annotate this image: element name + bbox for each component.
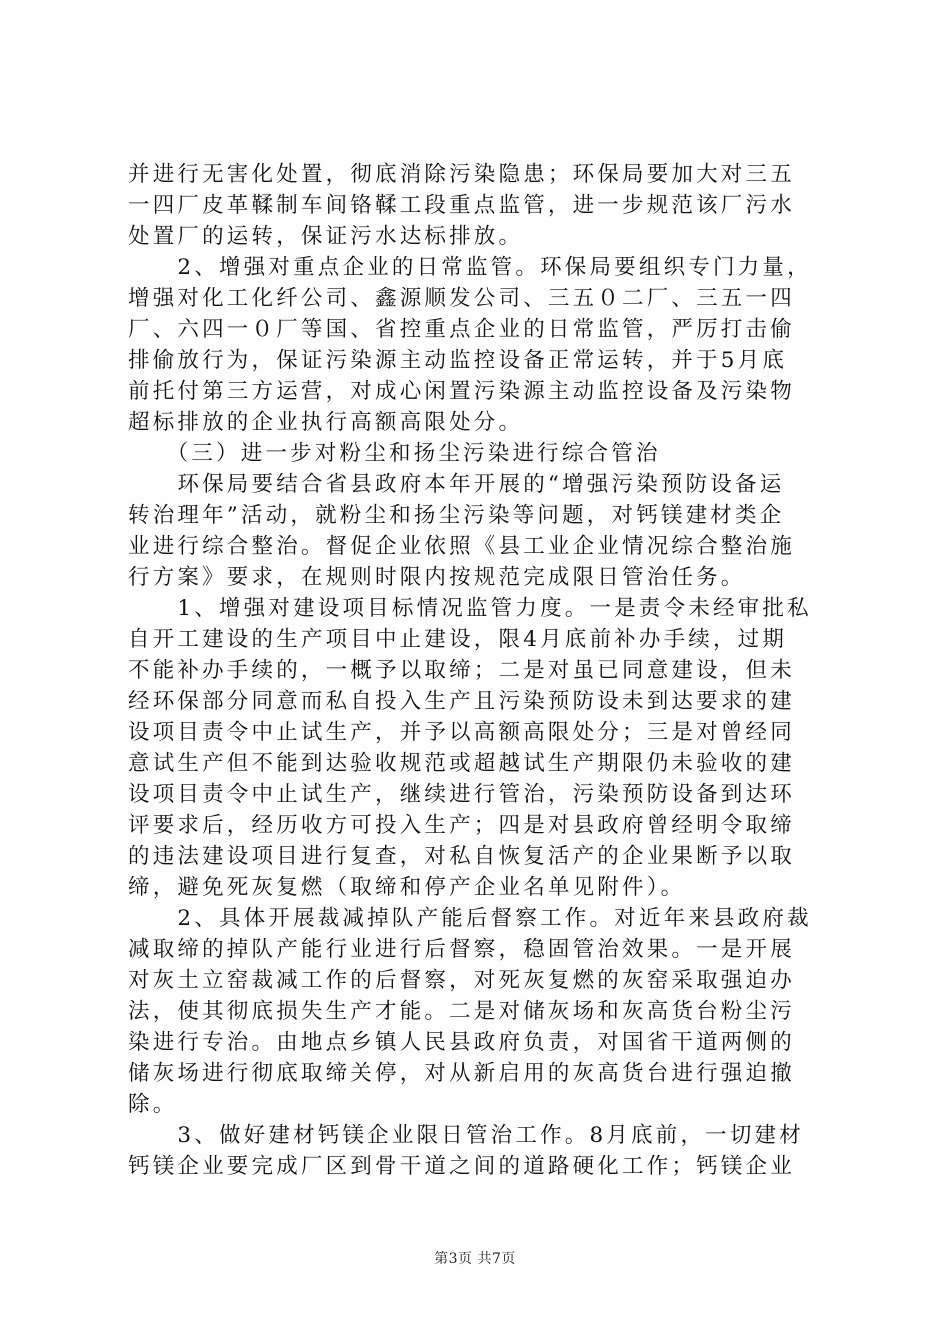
text-line: 一四厂皮革鞣制车间铬鞣工段重点监管，进一步规范该厂污水: [128, 193, 795, 218]
text-line: 环保局要结合省县政府本年开展的“增强污染预防设备运: [128, 472, 785, 497]
text-line: 1、增强对建设项目标情况监管力度。一是责令未经审批私: [128, 596, 812, 621]
text-line: 设项目责令中止试生产，继续进行管治，污染预防设备到达环: [128, 782, 795, 807]
document-body: [128, 159, 828, 1182]
text-line: 2、增强对重点企业的日常监管。环保局要组织专门力量，: [128, 255, 812, 280]
text-line: 对灰土立窑裁减工作的后督察，对死灰复燃的灰窑采取强迫办: [128, 968, 795, 993]
text-line: 不能补办手续的，一概予以取缔；二是对虽已同意建设，但未: [128, 658, 795, 683]
text-line: 业进行综合整治。督促企业依照《县工业企业情况综合整治施: [128, 534, 795, 559]
text-line: 增强对化工化纤公司、鑫源顺发公司、三五０二厂、三五一四: [128, 286, 795, 311]
text-line: 3、做好建材钙镁企业限日管治工作。8月底前，一切建材: [128, 1123, 804, 1148]
text-line: 行方案》要求，在规则时限内按规范完成限日管治任务。: [128, 565, 746, 590]
text-line: 钙镁企业要完成厂区到骨干道之间的道路硬化工作；钙镁企业: [128, 1154, 795, 1179]
page-number: 第3页 共7页: [434, 1251, 516, 1267]
text-line: 自开工建设的生产项目中止建设，限4月底前补办手续，过期: [128, 627, 788, 652]
text-line: 法，使其彻底损失生产才能。二是对储灰场和灰高货台粉尘污: [128, 999, 795, 1024]
text-line: 前托付第三方运营，对成心闲置污染源主动监控设备及污染物: [128, 379, 795, 404]
text-line: 除。: [128, 1092, 178, 1117]
text-line: 2、具体开展裁减掉队产能后督察工作。对近年来县政府裁: [128, 906, 812, 931]
text-line: 经环保部分同意而私自投入生产且污染预防设未到达要求的建: [128, 689, 795, 714]
text-line: 并进行无害化处置，彻底消除污染隐患；环保局要加大对三五: [128, 162, 795, 187]
text-line: 的违法建设项目进行复查，对私自恢复活产的企业果断予以取: [128, 844, 795, 869]
text-line: 处置厂的运转，保证污水达标排放。: [128, 224, 524, 249]
text-line: 厂、六四一０厂等国、省控重点企业的日常监管，严厉打击偷: [128, 317, 795, 342]
text-line: 排偷放行为，保证污染源主动监控设备正常运转，并于5月底: [128, 348, 788, 373]
text-line: 设项目责令中止试生产，并予以高额高限处分；三是对曾经同: [128, 720, 795, 745]
text-line: 评要求后，经历收方可投入生产；四是对县政府曾经明令取缔: [128, 813, 795, 838]
text-line: 超标排放的企业执行高额高限处分。: [128, 410, 524, 435]
text-line: 转治理年”活动，就粉尘和扬尘污染等问题，对钙镁建材类企: [128, 503, 785, 528]
text-line: 缔，避免死灰复燃（取缔和停产企业名单见附件）。: [128, 875, 686, 900]
text-line: （三）进一步对粉尘和扬尘污染进行综合管治: [128, 441, 661, 466]
text-line: 意试生产但不能到达验收规范或超越试生产期限仍未验收的建: [128, 751, 795, 776]
text-line: 染进行专治。由地点乡镇人民县政府负责，对国省干道两侧的: [128, 1030, 795, 1055]
text-line: 储灰场进行彻底取缔关停，对从新启用的灰高货台进行强迫撤: [128, 1061, 795, 1086]
text-line: 减取缔的掉队产能行业进行后督察，稳固管治效果。一是开展: [128, 937, 795, 962]
